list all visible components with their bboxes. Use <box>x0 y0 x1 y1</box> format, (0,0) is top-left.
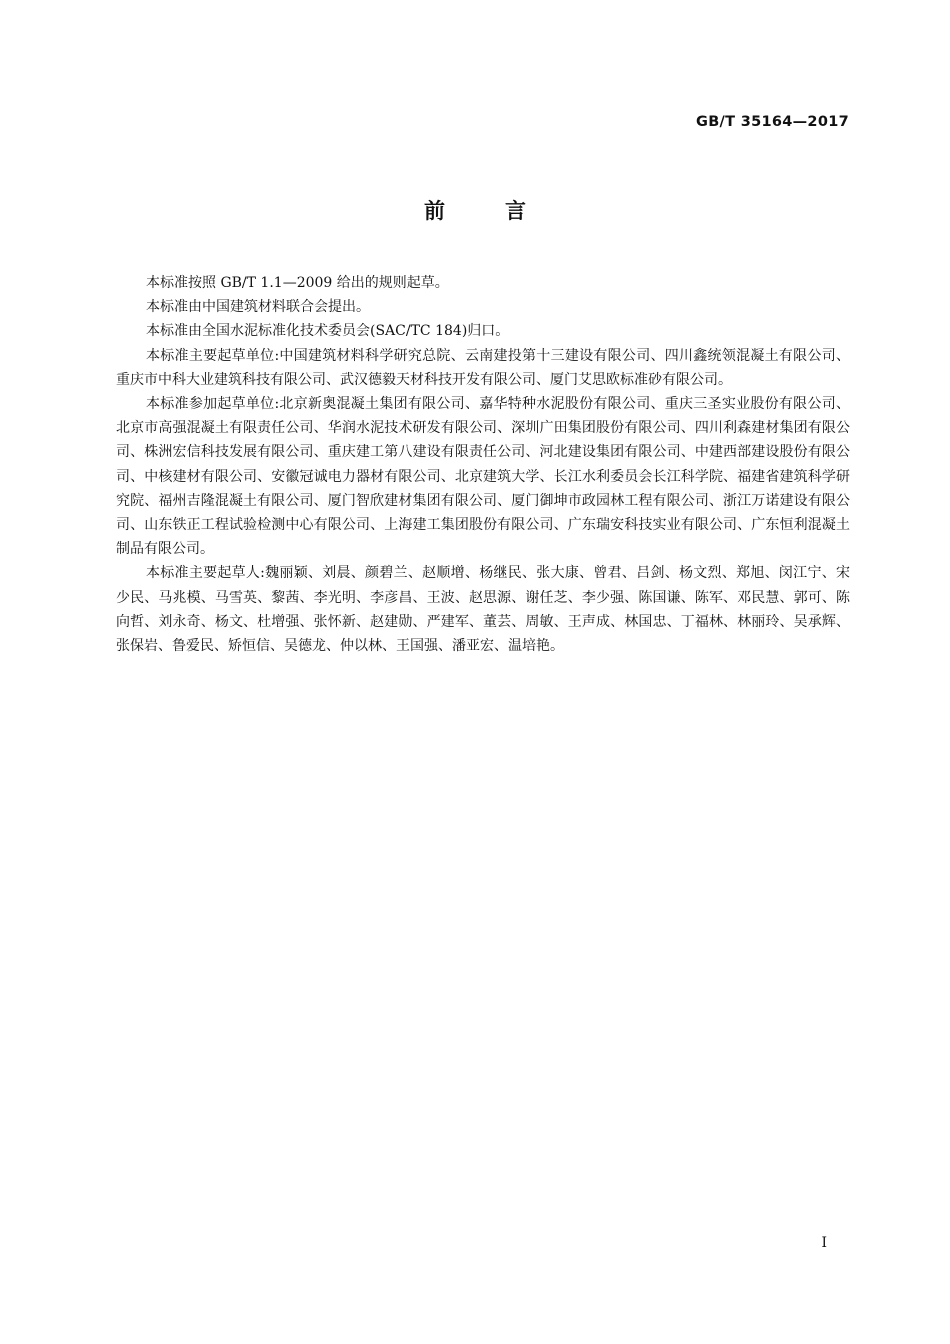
foreword-body <box>116 271 850 658</box>
page-title: 前言 <box>424 199 586 223</box>
paragraph-proposer: 本标准由中国建筑材料联合会提出。 <box>146 299 370 316</box>
standard-number: GB/T 35164—2017 <box>696 114 849 130</box>
paragraph-participating-units: 本标准参加起草单位:北京新奥混凝土集团有限公司、嘉华特种水泥股份有限公司、重庆三圣实业股份有限公司、北京市高强混凝土有限责任公司、华润水泥技术研发有限公司、深圳广田集团股份有限公司、四川利森建材集团有限公司、株洲宏信科技发展有限公司、重庆建工第八建设有限责任公司、河北建设集团有限公司、中建西部建设股份有限公司、中核建材有限公司、安徽冠诚电力器材有限公司、北京建筑大学、长江水利委员会长江科学院、福建省建筑科学研究院、福州吉隆混凝土有限公司、厦门智欣建材集团有限公司、厦门御坤市政园林工程有限公司、浙江万诺建设有限公司、山东铁正工程试验检测中心有限公司、上海建工集团股份有限公司、广东瑞安科技实业有限公司、广东恒利混凝土制品有限公司。 <box>116 396 850 558</box>
paragraph-drafting-rules: 本标准按照 GB/T 1.1—2009 给出的规则起草。 <box>146 275 449 291</box>
paragraph-main-drafting-units: 本标准主要起草单位:中国建筑材料科学研究总院、云南建投第十三建设有限公司、四川鑫统领混凝土有限公司、重庆市中科大业建筑科技有限公司、武汉德毅天材科技开发有限公司、厦门艾思欧标准砂有限公司。 <box>116 347 850 388</box>
paragraph-technical-committee: 本标准由全国水泥标准化技术委员会(SAC/TC 184)归口。 <box>146 323 510 340</box>
page-number: I <box>821 1235 827 1251</box>
paragraph-main-drafters: 本标准主要起草人:魏丽颖、刘晨、颜碧兰、赵顺增、杨继民、张大康、曾君、吕剑、杨文烈、郑旭、闵江宁、宋少民、马兆模、马雪英、黎茜、李光明、李彦昌、王波、赵思源、谢任芝、李少强、陈国谦、陈军、邓民慧、郭可、陈向哲、刘永奇、杨文、杜增强、张怀新、赵建勋、严建军、董芸、周敏、王声成、林国忠、丁福林、林丽玲、吴承辉、张保岩、鲁爱民、矫恒信、吴德龙、仲以林、王国强、潘亚宏、温培艳。 <box>116 565 850 655</box>
